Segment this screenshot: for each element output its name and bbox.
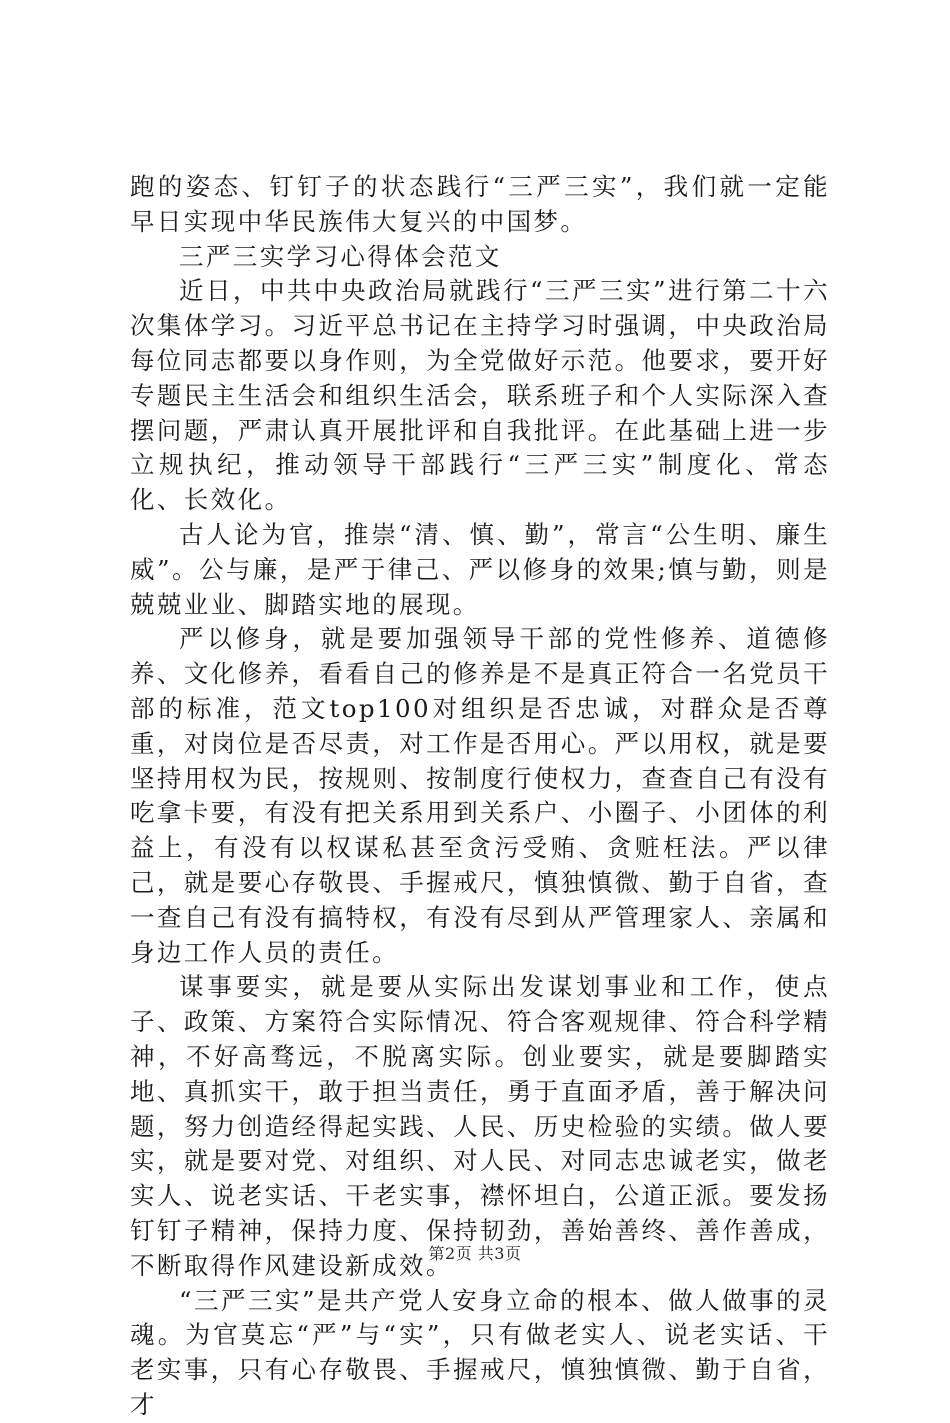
paragraph: “三严三实”是共产党人安身立命的根本、做人做事的灵魂。为官莫忘“严”与“实”，只有做老实人、说老实话、干老实事，只有心存敬畏、手握戒尺，慎独慎微、勤于自省，才 (130, 1285, 830, 1419)
page-number-footer: 第2页 共3页 (428, 1244, 522, 1263)
document-body (130, 170, 830, 1423)
paragraph: 谋事要实，就是要从实际出发谋划事业和工作，使点子、政策、方案符合实际情况、符合客观规律、符合科学精神，不好高骛远，不脱离实际。创业要实，就是要脚踏实地、真抓实干，敢于担当责任，勇于直面矛盾，善于解决问题，努力创造经得起实践、人民、历史检验的实绩。做人要实，就是要对党、对组织、对人民、对同志忠诚老实，做老实人、说老实话、干老实事，襟怀坦白，公道正派。要发扬钉钉子精神，保持力度、保持韧劲，善始善终、善作善成，不断取得作风建设新成效。 (130, 972, 830, 1280)
paragraph: 古人论为官，推崇“清、慎、勤”，常言“公生明、廉生威”。公与廉，是严于律己、严以修身的效果;慎与勤，则是兢兢业业、脚踏实地的展现。 (130, 519, 830, 619)
section-heading: 三严三实学习心得体会范文 (179, 241, 502, 271)
paragraph: 严以修身，就是要加强领导干部的党性修养、道德修养、文化修养，看看自己的修养是不是真正符合一名党员干部的标准，范文top100对组织是否忠诚，对群众是否尊重，对岗位是否尽责，对工作是否用心。严以用权，就是要坚持用权为民，按规则、按制度行使权力，查查自己有没有吃拿卡要，有没有把关系用到关系户、小圈子、小团体的利益上，有没有以权谋私甚至贪污受贿、贪赃枉法。严以律己，就是要心存敬畏、手握戒尺，慎独慎微、勤于自省，查一查自己有没有搞特权，有没有尽到从严管理家人、亲属和身边工作人员的责任。 (130, 624, 830, 967)
paragraph-continuation: 跑的姿态、钉钉子的状态践行“三严三实”，我们就一定能早日实现中华民族伟大复兴的中国梦。 (130, 172, 830, 236)
paragraph: 近日，中共中央政治局就践行“三严三实”进行第二十六次集体学习。习近平总书记在主持学习时强调，中央政治局每位同志都要以身作则，为全党做好示范。他要求，要开好专题民主生活会和组织生活会，联系班子和个人实际深入查摆问题，严肃认真开展批评和自我批评。在此基础上进一步立规执纪，推动领导干部践行“三严三实”制度化、常态化、长效化。 (130, 276, 830, 515)
